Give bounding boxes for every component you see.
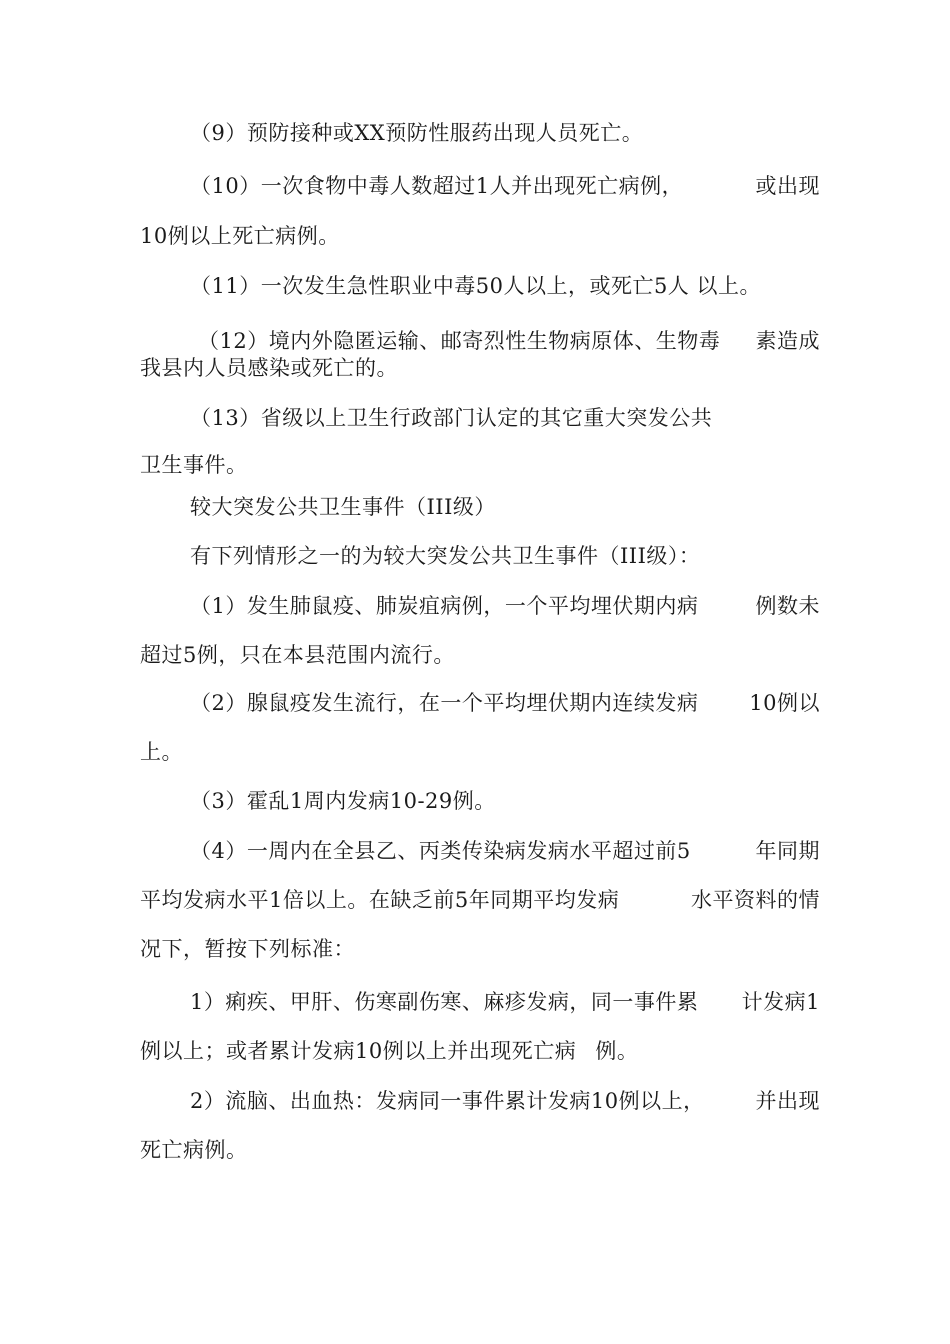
section-heading-level-3: 较大突发公共卫生事件（III级） [190, 495, 496, 519]
text-segment: 例数未 [755, 594, 820, 618]
text-segment: （12）境内外隐匿运输、邮寄烈性生物病原体、生物毒 [198, 329, 721, 353]
criteria-item-3: （3）霍乱1周内发病10-29例。 [190, 789, 496, 813]
text-segment: 并出现 [755, 1089, 820, 1113]
text-segment: （10）一次食物中毒人数超过1人并出现死亡病例， [190, 174, 684, 198]
text-segment: 2）流脑、出血热：发病同一事件累计发病10例以上， [190, 1089, 705, 1113]
sub-criteria-1-line-2 [140, 1038, 638, 1064]
text-segment: （2）腺鼠疫发生流行，在一个平均埋伏期内连续发病 [190, 691, 699, 715]
criteria-item-1-line-1 [190, 593, 820, 619]
criteria-item-2-line-2: 上。 [140, 740, 183, 764]
sub-criteria-2-line-2: 死亡病例。 [140, 1138, 248, 1162]
sub-criteria-2-line-1 [190, 1088, 820, 1114]
text-segment: 计发病1 [741, 990, 820, 1014]
sub-criteria-1-line-1 [190, 989, 820, 1015]
paragraph-item-13-line-1: （13）省级以上卫生行政部门认定的其它重大突发公共 [190, 406, 713, 430]
paragraph-item-13-line-2: 卫生事件。 [140, 453, 248, 477]
text-segment: 例以上；或者累计发病10例以上并出现死亡病 [140, 1039, 577, 1063]
paragraph-item-10-line-2: 10例以上死亡病例。 [140, 224, 340, 248]
text-segment: （4）一周内在全县乙、丙类传染病发病水平超过前5 [190, 839, 691, 863]
paragraph-item-11: （11）一次发生急性职业中毒50人以上，或死亡5人 以上。 [190, 274, 761, 298]
criteria-item-4-line-1 [190, 838, 820, 864]
text-segment: 10例以 [749, 691, 820, 715]
text-segment: 或出现 [755, 174, 820, 198]
criteria-item-2-line-1 [190, 690, 820, 716]
text-segment: 平均发病水平1倍以上。在缺乏前5年同期平均发病 [140, 888, 620, 912]
paragraph-item-12-line-1 [198, 328, 820, 354]
section-intro: 有下列情形之一的为较大突发公共卫生事件（III级）： [190, 544, 701, 568]
text-segment: 1）痢疾、甲肝、伤寒副伤寒、麻疹发病，同一事件累 [190, 990, 699, 1014]
text-segment: 年同期 [755, 839, 820, 863]
text-segment: 水平资料的情 [691, 888, 820, 912]
paragraph-item-9: （9）预防接种或XX预防性服药出现人员死亡。 [190, 121, 644, 145]
criteria-item-4-line-2 [140, 887, 820, 913]
criteria-item-1-line-2: 超过5例，只在本县范围内流行。 [140, 643, 455, 667]
criteria-item-4-line-3: 况下，暂按下列标准： [140, 937, 355, 961]
paragraph-item-12-line-2: 我县内人员感染或死亡的。 [140, 356, 398, 380]
text-segment: 例。 [595, 1039, 639, 1063]
text-segment: 素造成 [755, 329, 820, 353]
paragraph-item-10-line-1 [190, 173, 820, 199]
text-segment: （1）发生肺鼠疫、肺炭疽病例，一个平均埋伏期内病 [190, 594, 699, 618]
